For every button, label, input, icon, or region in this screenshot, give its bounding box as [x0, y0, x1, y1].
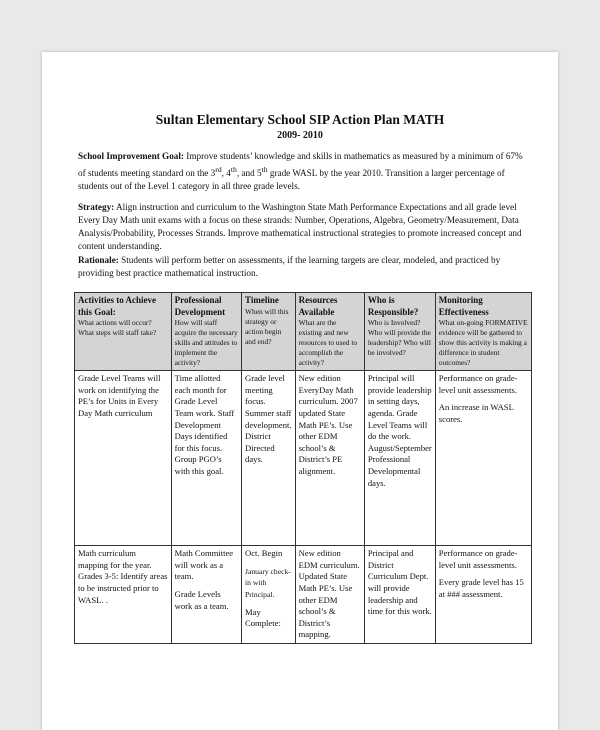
header-responsible: Who is Responsible? Who is Involved? Who will provide the leadership? Who will be involved? — [364, 293, 435, 371]
action-plan-table — [74, 292, 532, 644]
strategy-label: Strategy: — [78, 202, 115, 212]
header-resources: Resources Available What are the existing and new resources to used to accomplish the activity? — [295, 293, 364, 371]
cell-responsible: Principal and District Curriculum Dept. will provide leadership and time for this work. — [364, 546, 435, 644]
rationale-label: Rationale: — [78, 255, 119, 265]
cell-professional-development: Math Committee will work as a team. Grade Levels work as a team. — [171, 546, 241, 644]
rationale-paragraph: Rationale: Students will perform better on assessments, if the learning targets are clear, modeled, and practiced by providing best practice mathematical instruction. — [78, 255, 501, 278]
header-activities: Activities to Achieve this Goal: What actions will occur? What steps will staff take? — [75, 293, 172, 371]
goal-paragraph: School Improvement Goal: Improve students’ knowledge and skills in mathematics as measured by a minimum of 67% of students meeting standard on the 3rd, 4th, and 5th grade WASL by the year 2010. Transition a larger percentage of students out of the Level 1 category in all three grade levels. — [78, 151, 523, 192]
cell-monitoring: Performance on grade-level unit assessments. An increase in WASL scores. — [435, 371, 531, 546]
cell-resources: New edition EveryDay Math curriculum. 2007 updated State Math PE’s. Use other EDM school’s & District’s PE alignment. — [295, 371, 364, 546]
cell-monitoring: Performance on grade-level unit assessments. Every grade level has 15 at ### assessment. — [435, 546, 531, 644]
cell-responsible: Principal will provide leadership in setting days, agenda. Grade Level Teams will do the work. August/September Professional Developmental days. — [364, 371, 435, 546]
header-monitoring: Monitoring Effectiveness What on-going FORMATIVE evidence will be gathered to show this activity is making a difference in student outcomes? — [435, 293, 531, 371]
document-title: Sultan Elementary School SIP Action Plan MATH — [155, 112, 445, 127]
header-professional-development: Professional Development How will staff acquire the necessary skills and attitudes to implement the activity? — [171, 293, 241, 371]
cell-professional-development: Time allotted each month for Grade Level Team work. Staff Development Days identified for this focus. Group PGO’s with this goal. — [171, 371, 241, 546]
cell-resources: New edition EDM curriculum. Updated State Math PE’s. Use other EDM school’s & District’s mapping. — [295, 546, 364, 644]
cell-timeline: Grade level meeting focus. Summer staff development. District Directed days. — [242, 371, 296, 546]
cell-timeline: Oct. Begin January check-in with Principal. May Complete: — [242, 546, 296, 644]
strategy-paragraph: Strategy: Align instruction and curriculum to the Washington State Math Performance Expectations and all grade level Every Day Math unit exams with a focus on these strands: Number, Operations, Algebra, Geometry/Measurement, Data Analysis/Probability, Processes Strands. Improve mathematical instructional strategies to promote increased concept and content understanding. — [78, 202, 522, 251]
cell-activity: Math curriculum mapping for the year. Grades 3-5: Identify areas to be instructed prior to WASL. . — [75, 546, 172, 644]
cell-activity: Grade Level Teams will work on identifying the PE’s for Units in Every Day Math curriculum — [75, 371, 172, 546]
document-page — [42, 52, 558, 730]
school-year: 2009- 2010 — [277, 130, 323, 141]
table-header-row — [75, 293, 532, 371]
goal-label: School Improvement Goal: — [78, 151, 184, 161]
table-row — [75, 371, 532, 546]
header-timeline: Timeline When will this strategy or action begin and end? — [242, 293, 296, 371]
table-row — [75, 546, 532, 644]
